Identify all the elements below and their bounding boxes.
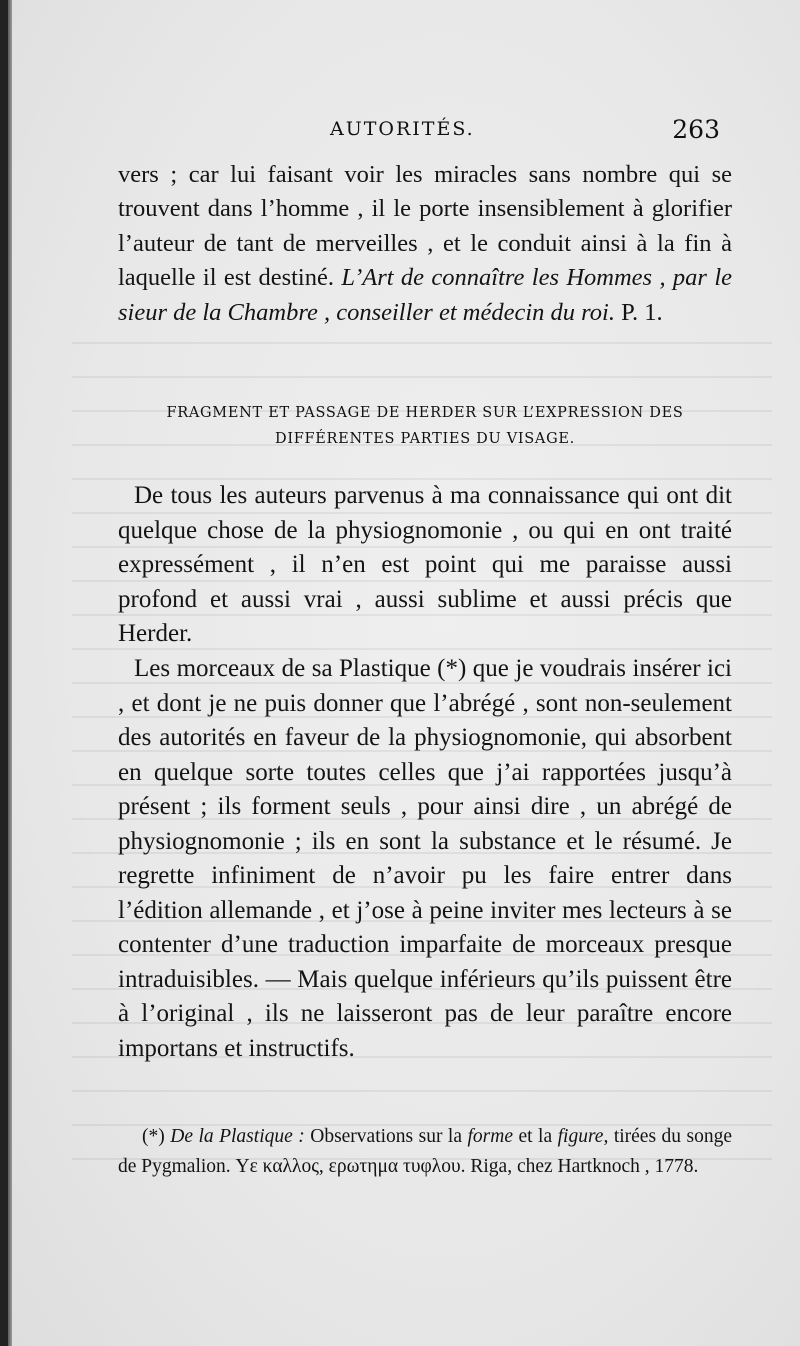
citation-page-ref: P. 1. bbox=[621, 298, 663, 326]
citation-title: L’Art de connaître les Hommes , par le sieur de la Chambre , conseiller et médecin du roi. bbox=[118, 264, 733, 326]
book-page bbox=[12, 0, 800, 1346]
page-number: 263 bbox=[672, 115, 720, 144]
paragraph-continuation-text: vers ; car lui faisant voir les miracles sans nombre qui se trouvent dans l’homme , il le porte insensiblement à glorifier l’auteur de tant de merveilles , et le conduit ainsi à la fin à laquelle il est destiné. bbox=[118, 161, 732, 292]
footnote-title: De la Plastique : bbox=[170, 1126, 305, 1147]
footnote-word-figure: figure, bbox=[557, 1126, 609, 1147]
section-heading bbox=[118, 400, 732, 452]
section-heading-line-1: FRAGMENT ET PASSAGE DE HERDER SUR L’EXPRESSION DES bbox=[166, 405, 684, 421]
paragraph-herder-intro: De tous les auteurs parvenus à ma connaissance qui ont dit quelque chose de la physiognomonie , ou qui en ont traité expressément , il n’en est point qui me paraisse aussi profond et aussi vrai , aussi sublime et aussi précis que Herder. bbox=[118, 482, 732, 647]
paragraph-plastique: Les morceaux de sa Plastique (*) que je voudrais insérer ici , et dont je ne puis donner que l’abrégé , sont non-seulement des autorités en faveur de la physiognomonie, qui absorbent en quelque sorte toutes celles que j’ai rapportées jusqu’à présent ; ils forment seuls , pour ainsi dire , un abrégé de physiognomonie ; ils en sont la substance et le résumé. Je regrette infiniment de n’avoir pu les faire entrer dans l’édition allemande , et j’ose à peine inviter mes lecteurs à se contenter d’une traduction imparfaite de morceaux presque intraduisibles. — Mais quelque inférieurs qu’ils puissent être à l’original , ils ne laisseront pas de leur paraître encore importans et instructifs. bbox=[118, 655, 732, 1062]
running-head bbox=[12, 115, 800, 148]
running-head-title: AUTORITÉS. bbox=[330, 118, 475, 140]
footnote-marker: (*) bbox=[142, 1126, 165, 1147]
footnote-text-c: tirées du songe de Pygmalion. Υε καλλος, ερωτημα τυφλου. Riga, chez Hartknoch , 1778. bbox=[118, 1126, 733, 1177]
paragraph-continuation bbox=[118, 158, 732, 330]
footnote bbox=[118, 1122, 732, 1182]
footnote-text-a: Observations sur la bbox=[310, 1126, 463, 1147]
section-heading-line-2: DIFFÉRENTES PARTIES DU VISAGE. bbox=[275, 431, 575, 447]
footnote-text-b: et la bbox=[518, 1126, 553, 1147]
binding-edge-shadow bbox=[0, 0, 8, 1346]
footnote-word-forme: forme bbox=[467, 1126, 513, 1147]
